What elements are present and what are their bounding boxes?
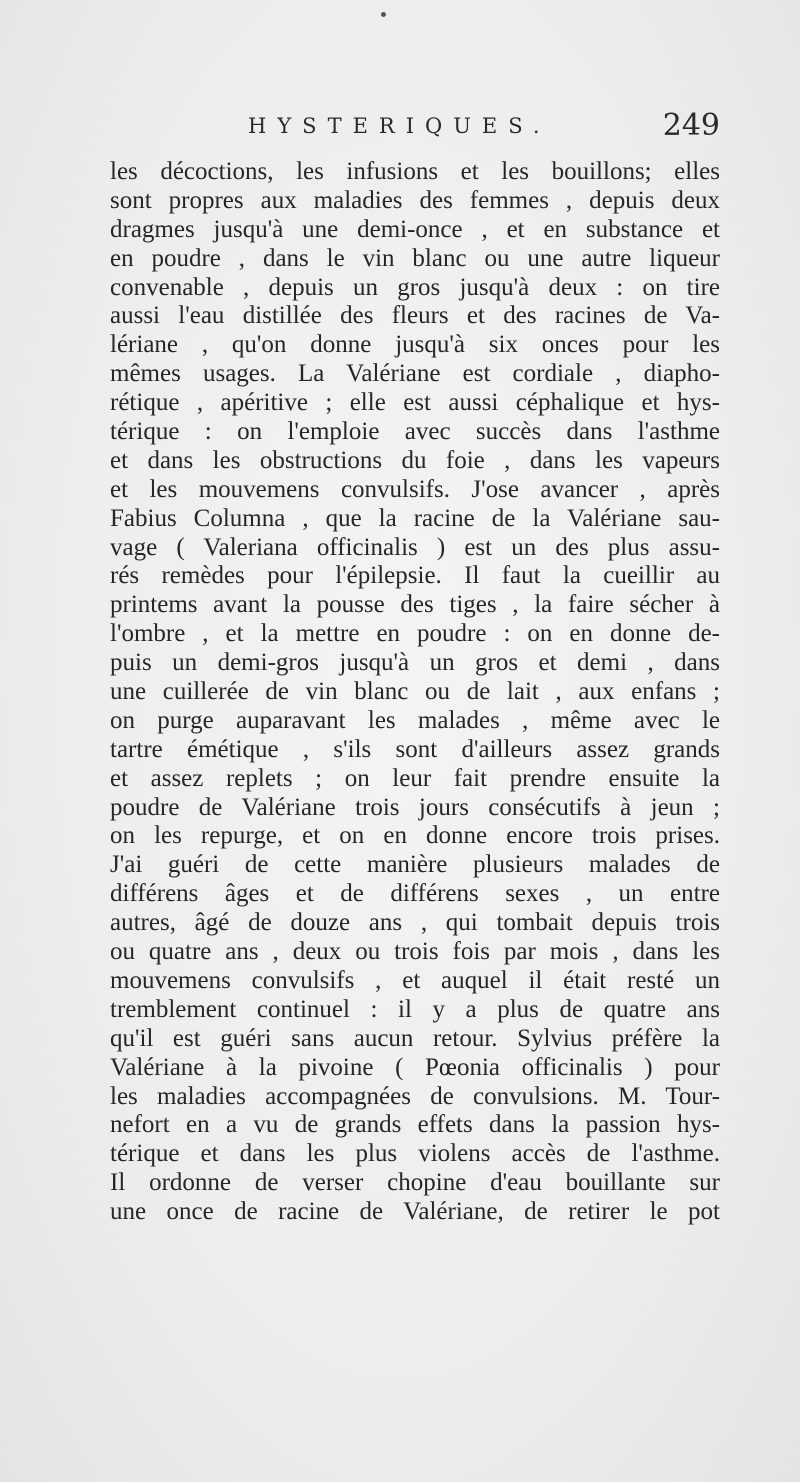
body-text — [110, 158, 720, 1227]
text-line: autres, âgé de douze ans , qui tombait depuis trois — [110, 909, 720, 937]
text-line: printems avant la pousse des tiges , la faire sécher à — [110, 591, 720, 619]
text-line: Valériane à la pivoine ( Pœonia officinalis ) pour — [110, 1053, 720, 1081]
text-line: l'ombre , et la mettre en poudre : on en donne de- — [110, 620, 720, 648]
ink-spot — [381, 12, 386, 17]
text-line: mêmes usages. La Valériane est cordiale , diapho- — [110, 360, 720, 388]
text-line: différens âges et de différens sexes , un entre — [110, 880, 720, 908]
text-line: les maladies accompagnées de convulsions. M. Tour- — [110, 1082, 720, 1110]
text-line: dragmes jusqu'à une demi-once , et en substance et — [110, 215, 720, 243]
page-number: 249 — [662, 108, 720, 143]
text-line: vage ( Valeriana officinalis ) est un des plus assu- — [110, 533, 720, 561]
running-head — [110, 108, 720, 148]
text-line: et les mouvemens convulsifs. J'ose avancer , après — [110, 475, 720, 503]
text-line: mouvemens convulsifs , et auquel il était resté un — [110, 966, 720, 994]
text-line: puis un demi-gros jusqu'à un gros et demi , dans — [110, 649, 720, 677]
text-line: on les repurge, et on en donne encore trois prises. — [110, 822, 720, 850]
text-line: Il ordonne de verser chopine d'eau bouillante sur — [110, 1169, 720, 1197]
text-line: aussi l'eau distillée des fleurs et des racines de Va- — [110, 302, 720, 330]
text-line: et dans les obstructions du foie , dans les vapeurs — [110, 446, 720, 474]
text-line: Fabius Columna , que la racine de la Valériane sau- — [110, 504, 720, 532]
text-line: ou quatre ans , deux ou trois fois par mois , dans les — [110, 938, 720, 966]
text-line: on purge auparavant les malades , même avec le — [110, 706, 720, 734]
text-line: térique et dans les plus violens accès de l'asthme. — [110, 1140, 720, 1168]
text-line: J'ai guéri de cette manière plusieurs malades de — [110, 851, 720, 879]
text-line: rétique , apéritive ; elle est aussi céphalique et hys- — [110, 389, 720, 417]
text-line: poudre de Valériane trois jours consécutifs à jeun ; — [110, 793, 720, 821]
text-line: une once de racine de Valériane, de retirer le pot — [110, 1198, 720, 1226]
text-line: sont propres aux maladies des femmes , depuis deux — [110, 186, 720, 214]
text-line: tartre émétique , s'ils sont d'ailleurs assez grands — [110, 735, 720, 763]
text-line: convenable , depuis un gros jusqu'à deux : on tire — [110, 273, 720, 301]
text-line: une cuillerée de vin blanc ou de lait , aux enfans ; — [110, 678, 720, 706]
text-line: rés remèdes pour l'épilepsie. Il faut la cueillir au — [110, 562, 720, 590]
text-line: térique : on l'emploie avec succès dans l'asthme — [110, 418, 720, 446]
text-line: et assez replets ; on leur fait prendre ensuite la — [110, 764, 720, 792]
text-line: les décoctions, les infusions et les bouillons; elles — [110, 158, 720, 185]
text-line: qu'il est guéri sans aucun retour. Sylvius préfère la — [110, 1024, 720, 1052]
text-line: tremblement continuel : il y a plus de quatre ans — [110, 995, 720, 1023]
text-line: en poudre , dans le vin blanc ou une autre liqueur — [110, 244, 720, 272]
text-line: lériane , qu'on donne jusqu'à six onces pour les — [110, 331, 720, 359]
text-line: nefort en a vu de grands effets dans la passion hys- — [110, 1111, 720, 1139]
running-title: HYSTERIQUES. — [248, 114, 551, 138]
